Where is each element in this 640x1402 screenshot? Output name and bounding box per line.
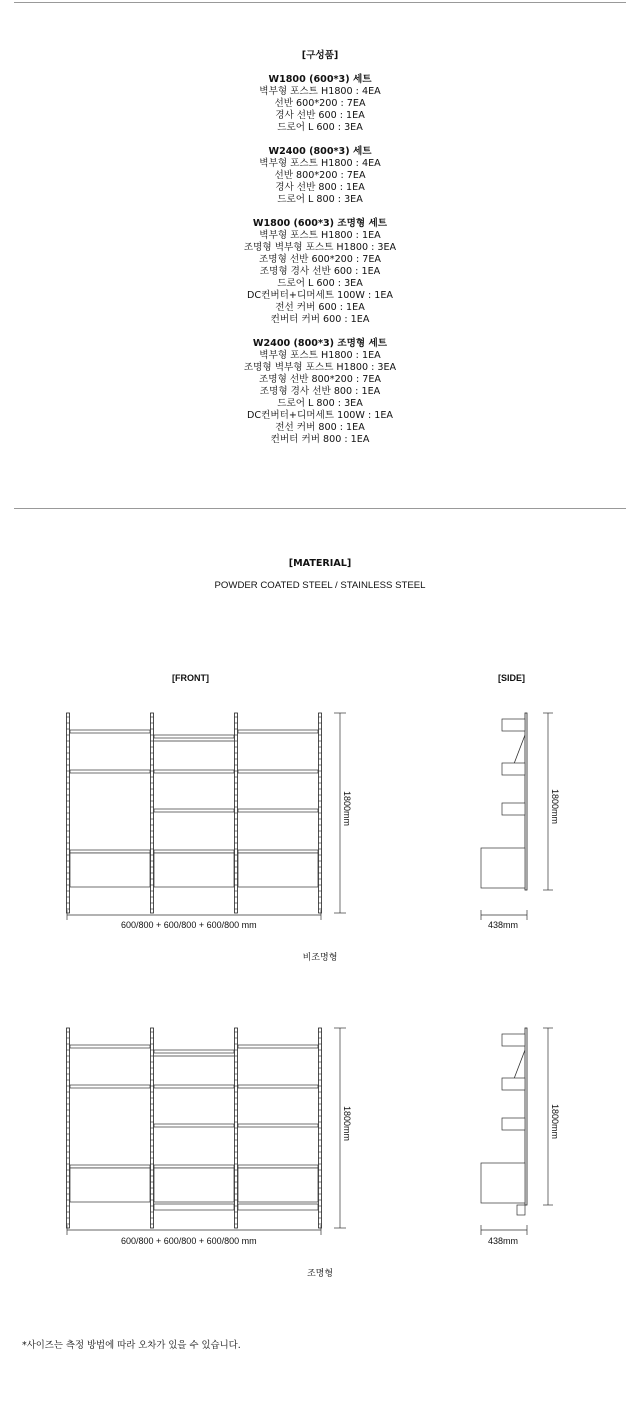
side-label: [SIDE] bbox=[498, 673, 525, 683]
side-drawing-lighting bbox=[0, 1020, 640, 1260]
component-item: 컨버터 커버 600 : 1EA bbox=[270, 314, 370, 325]
side-shelf bbox=[502, 1118, 525, 1130]
component-group bbox=[0, 146, 640, 206]
component-item: 전선 커버 800 : 1EA bbox=[275, 422, 365, 433]
depth-dimension-standard: 438mm bbox=[488, 920, 519, 930]
side-shelf bbox=[502, 1034, 525, 1046]
component-item: 벽부형 포스트 H1800 : 1EA bbox=[259, 230, 381, 241]
component-group bbox=[0, 218, 640, 326]
side-shelf bbox=[502, 1078, 525, 1090]
component-item: 경사 선반 800 : 1EA bbox=[275, 182, 365, 193]
component-item: 선반 800*200 : 7EA bbox=[274, 170, 366, 181]
side-height-dimension-label: 1800mm bbox=[550, 789, 560, 825]
component-group-title: W2400 (800*3) 조명형 세트 bbox=[252, 338, 388, 349]
component-group-title: W1800 (600*3) 세트 bbox=[268, 74, 372, 85]
side-height-dimension-label: 1800mm bbox=[550, 1104, 560, 1140]
side-converter bbox=[517, 1205, 525, 1215]
component-item: 벽부형 포스트 H1800 : 1EA bbox=[259, 350, 381, 361]
component-item: 조명형 선반 600*200 : 7EA bbox=[259, 254, 381, 265]
side-shelf bbox=[502, 719, 525, 731]
component-group-title: W2400 (800*3) 세트 bbox=[268, 146, 372, 157]
component-item: 조명형 경사 선반 800 : 1EA bbox=[259, 386, 381, 397]
caption-standard: 비조명형 bbox=[302, 952, 338, 962]
component-item: 드로어 L 600 : 3EA bbox=[277, 278, 363, 289]
depth-dimension-lighting: 438mm bbox=[488, 1236, 519, 1246]
components-section bbox=[0, 50, 640, 458]
component-item: 조명형 경사 선반 600 : 1EA bbox=[259, 266, 381, 277]
side-drawer bbox=[481, 1163, 525, 1203]
side-shelf bbox=[502, 803, 525, 815]
component-item: 전선 커버 600 : 1EA bbox=[275, 302, 365, 313]
top-divider bbox=[14, 2, 626, 3]
size-note: *사이즈는 측정 방법에 따라 오차가 있을 수 있습니다. bbox=[22, 1340, 241, 1351]
component-item: 드로어 L 800 : 3EA bbox=[277, 398, 363, 409]
component-group bbox=[0, 338, 640, 446]
components-groups bbox=[0, 74, 640, 446]
component-item: 드로어 L 800 : 3EA bbox=[277, 194, 363, 205]
material-title: [MATERIAL] bbox=[288, 558, 352, 569]
component-item: 벽부형 포스트 H1800 : 4EA bbox=[259, 86, 381, 97]
component-item: 경사 선반 600 : 1EA bbox=[275, 110, 365, 121]
component-group-title: W1800 (600*3) 조명형 세트 bbox=[252, 218, 388, 229]
components-heading: [구성품] bbox=[301, 50, 339, 61]
height-dimension-label: 1800mm bbox=[342, 1106, 352, 1142]
middle-divider bbox=[14, 508, 626, 509]
component-item: DC컨버터+디머세트 100W : 1EA bbox=[247, 410, 393, 421]
component-item: 드로어 L 600 : 3EA bbox=[277, 122, 363, 133]
width-dimension-standard: 600/800 + 600/800 + 600/800 mm bbox=[121, 920, 257, 930]
width-dimension-lighting: 600/800 + 600/800 + 600/800 mm bbox=[121, 1236, 257, 1246]
component-item: 조명형 벽부형 포스트 H1800 : 3EA bbox=[243, 242, 397, 253]
component-item: 벽부형 포스트 H1800 : 4EA bbox=[259, 158, 381, 169]
side-drawer bbox=[481, 848, 525, 888]
height-dimension-label: 1800mm bbox=[342, 791, 352, 827]
component-group bbox=[0, 74, 640, 134]
component-item: DC컨버터+디머세트 100W : 1EA bbox=[247, 290, 393, 301]
component-item: 선반 600*200 : 7EA bbox=[274, 98, 366, 109]
side-drawing-standard bbox=[0, 705, 640, 945]
caption-lighting: 조명형 bbox=[306, 1268, 334, 1278]
side-shelf bbox=[502, 763, 525, 775]
component-item: 컨버터 커버 800 : 1EA bbox=[270, 434, 370, 445]
component-item: 조명형 벽부형 포스트 H1800 : 3EA bbox=[243, 362, 397, 373]
material-text: POWDER COATED STEEL / STAINLESS STEEL bbox=[214, 580, 426, 591]
front-label: [FRONT] bbox=[172, 673, 209, 683]
component-item: 조명형 선반 800*200 : 7EA bbox=[259, 374, 381, 385]
